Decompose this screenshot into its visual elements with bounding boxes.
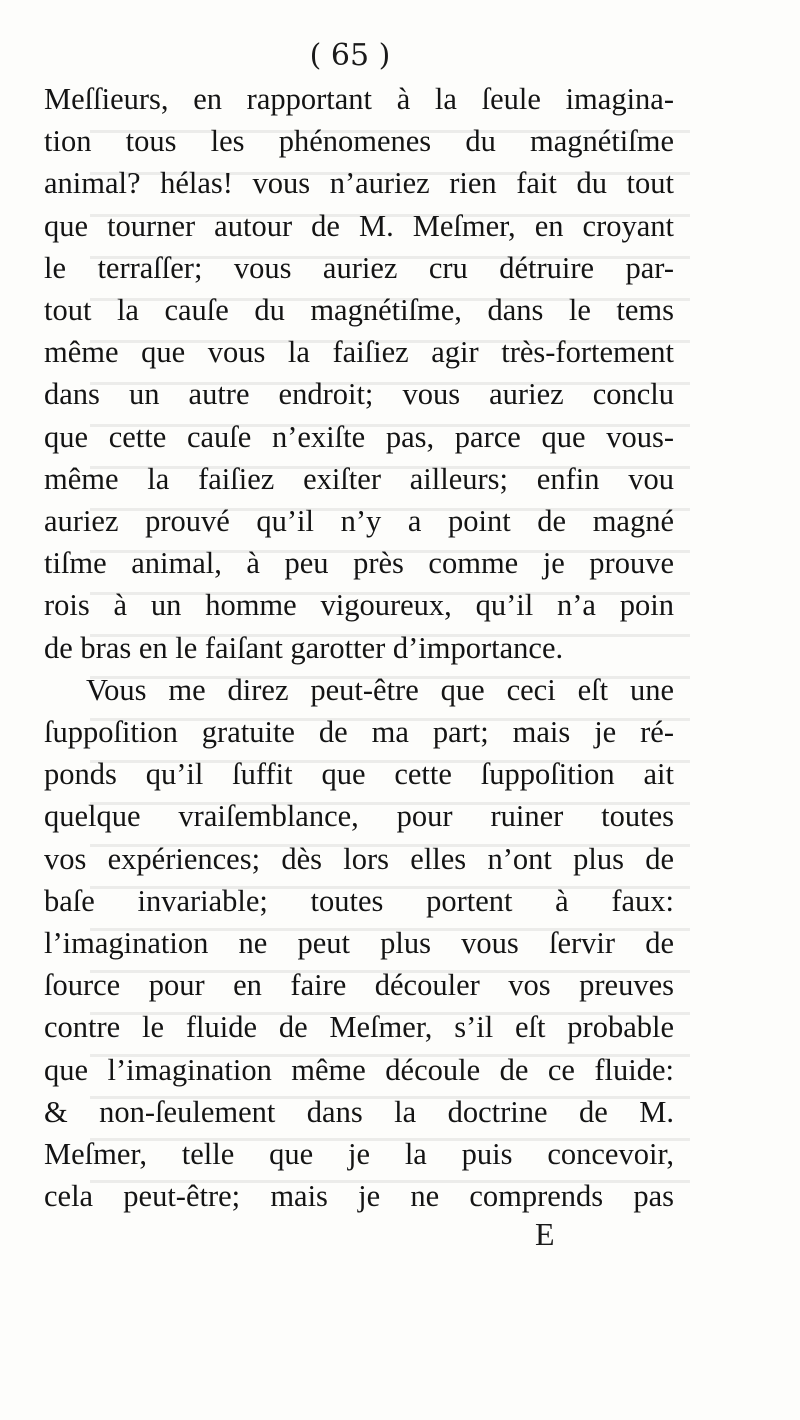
text-line: l’imagination ne peut plus vous ſervir de [44, 926, 674, 961]
text-line: Meſſieurs, en rapportant à la ſeule imagina- [44, 82, 674, 116]
text-line: tiſme animal, à peu près comme je prouve [44, 546, 674, 581]
text-line: & non-ſeulement dans la doctrine de M. [44, 1094, 674, 1129]
signature-mark: E [535, 1216, 555, 1252]
text-line: de bras en le faiſant garotter d’importance. [44, 630, 564, 665]
text-line: rois à un homme vigoureux, qu’il n’a poin [44, 588, 674, 623]
text-line: ponds qu’il ſuffit que cette ſuppoſition ait [44, 757, 674, 792]
text-line: vos expériences; dès lors elles n’ont plus de [44, 841, 674, 876]
paragraph-2 [44, 669, 674, 1218]
paragraph-1 [44, 78, 674, 669]
text-line: que cette cauſe n’exiſte pas, parce que vous- [44, 419, 674, 454]
text-line: ſuppoſition gratuite de ma part; mais je ré- [44, 715, 674, 750]
text-line: ſource pour en faire découler vos preuves [44, 968, 674, 1003]
text-line: même la faiſiez exiſter ailleurs; enfin vou [44, 461, 674, 496]
text-line: Meſmer, telle que je la puis concevoir, [44, 1137, 674, 1172]
text-line: cela peut-être; mais je ne comprends pas [44, 1179, 674, 1214]
text-line: que tourner autour de M. Meſmer, en croyant [44, 208, 674, 243]
text-line: auriez prouvé qu’il n’y a point de magné [44, 504, 674, 539]
text-line: quelque vraiſemblance, pour ruiner toutes [44, 799, 674, 834]
text-line: le terraſſer; vous auriez cru détruire par- [44, 250, 674, 285]
body-text [44, 78, 674, 1217]
text-line: que l’imagination même découle de ce fluide: [44, 1052, 674, 1087]
text-line: baſe invariable; toutes portent à faux: [44, 883, 674, 918]
text-line: dans un autre endroit; vous auriez conclu [44, 377, 674, 412]
text-line: animal? hélas! vous n’auriez rien fait du tout [44, 166, 674, 201]
text-line: Vous me direz peut-être que ceci eſt une [86, 672, 674, 707]
page-number: ( 65 ) [309, 38, 391, 73]
text-line: même que vous la faiſiez agir très-fortement [44, 335, 674, 370]
text-line: tion tous les phénomenes du magnétiſme [44, 124, 674, 159]
text-line: contre le fluide de Meſmer, s’il eſt probable [44, 1010, 674, 1045]
text-line: tout la cauſe du magnétiſme, dans le tems [44, 293, 674, 328]
